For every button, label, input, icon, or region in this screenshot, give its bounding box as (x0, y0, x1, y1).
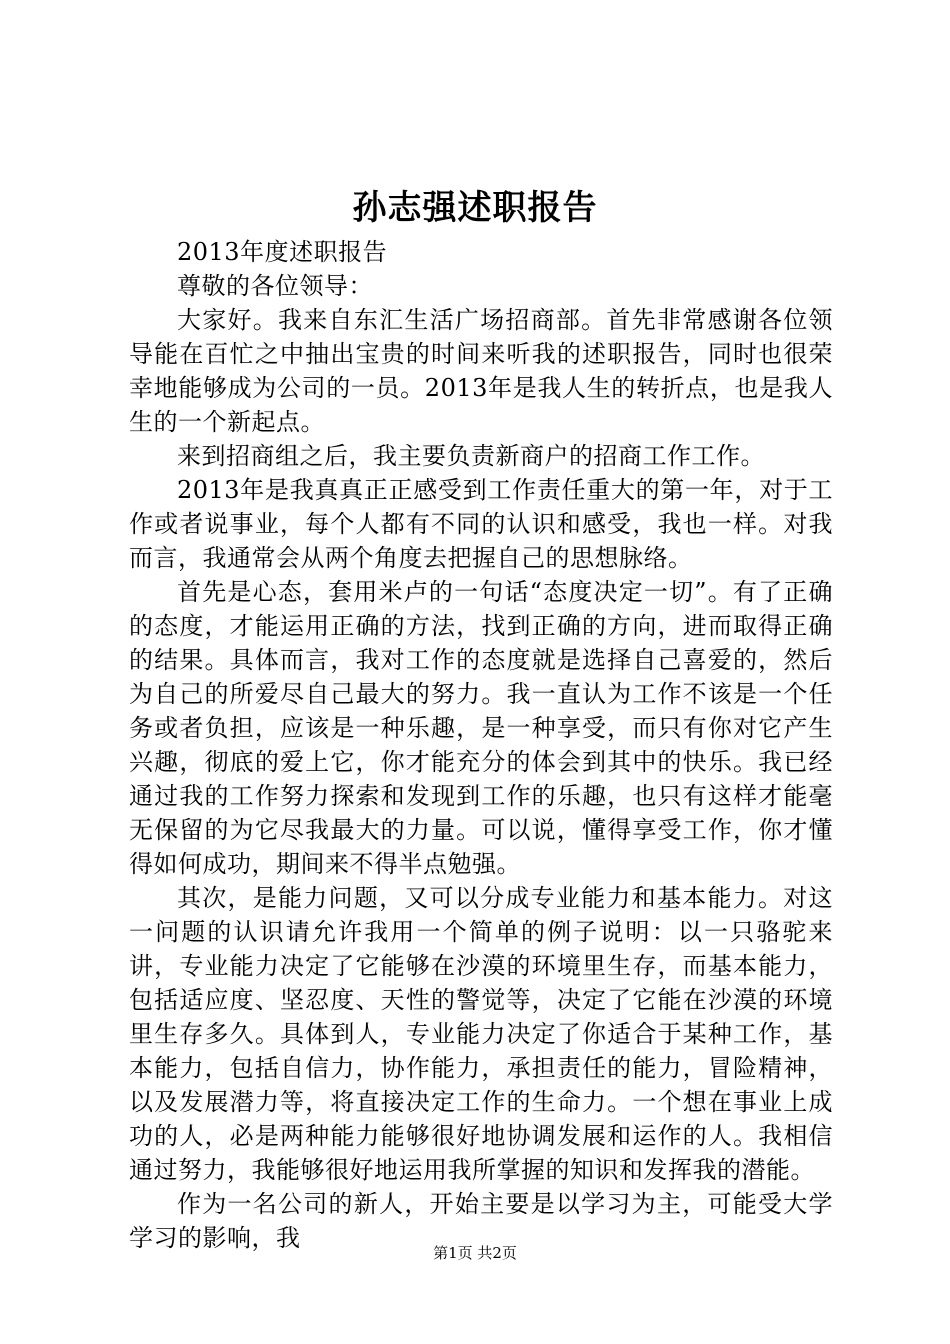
paragraph-salutation: 尊敬的各位领导： (177, 272, 373, 300)
paragraph-introduction: 大家好。我来自东汇生活广场招商部。首先非常感谢各位领导能在百忙之中抽出宝贵的时间来听我的述职报告，同时也很荣幸地能够成为公司的一员。2013年是我人生的转折点，也是我人生的一个新起点。 (129, 306, 833, 436)
paragraph-responsibility: 来到招商组之后，我主要负责新商户的招商工作工作。 (177, 442, 765, 470)
page-number-footer: 第1页 共2页 (433, 1244, 517, 1262)
paragraph-first-year: 2013年是我真真正正感受到工作责任重大的第一年，对于工作或者说事业，每个人都有不同的认识和感受，我也一样。对我而言，我通常会从两个角度去把握自己的思想脉络。 (129, 476, 833, 572)
document-title: 孙志强述职报告 (352, 188, 598, 228)
document-body (129, 235, 833, 1255)
paragraph-ability: 其次，是能力问题，又可以分成专业能力和基本能力。对这一问题的认识请允许我用一个简单的例子说明：以一只骆驼来讲，专业能力决定了它能够在沙漠的环境里生存，而基本能力，包括适应度、坚忍度、天性的警觉等，决定了它能在沙漠的环境里生存多久。具体到人，专业能力决定了你适合于某种工作，基本能力，包括自信力，协作能力，承担责任的能力，冒险精神，以及发展潜力等，将直接决定工作的生命力。一个想在事业上成功的人，必是两种能力能够很好地协调发展和运作的人。我相信通过努力，我能够很好地运用我所掌握的知识和发挥我的潜能。 (129, 884, 833, 1184)
paragraph-report-year: 2013年度述职报告 (177, 238, 388, 266)
paragraph-attitude: 首先是心态，套用米卢的一句话“态度决定一切”。有了正确的态度，才能运用正确的方法，找到正确的方向，进而取得正确的结果。具体而言，我对工作的态度就是选择自己喜爱的，然后为自己的所爱尽自己最大的努力。我一直认为工作不该是一个任务或者负担，应该是一种乐趣，是一种享受，而只有你对它产生兴趣，彻底的爱上它，你才能充分的体会到其中的快乐。我已经通过我的工作努力探索和发现到工作的乐趣，也只有这样才能毫无保留的为它尽我最大的力量。可以说，懂得享受工作，你才懂得如何成功，期间来不得半点勉强。 (129, 578, 833, 878)
paragraph-new-employee: 作为一名公司的新人，开始主要是以学习为主，可能受大学学习的影响，我 (129, 1190, 833, 1252)
